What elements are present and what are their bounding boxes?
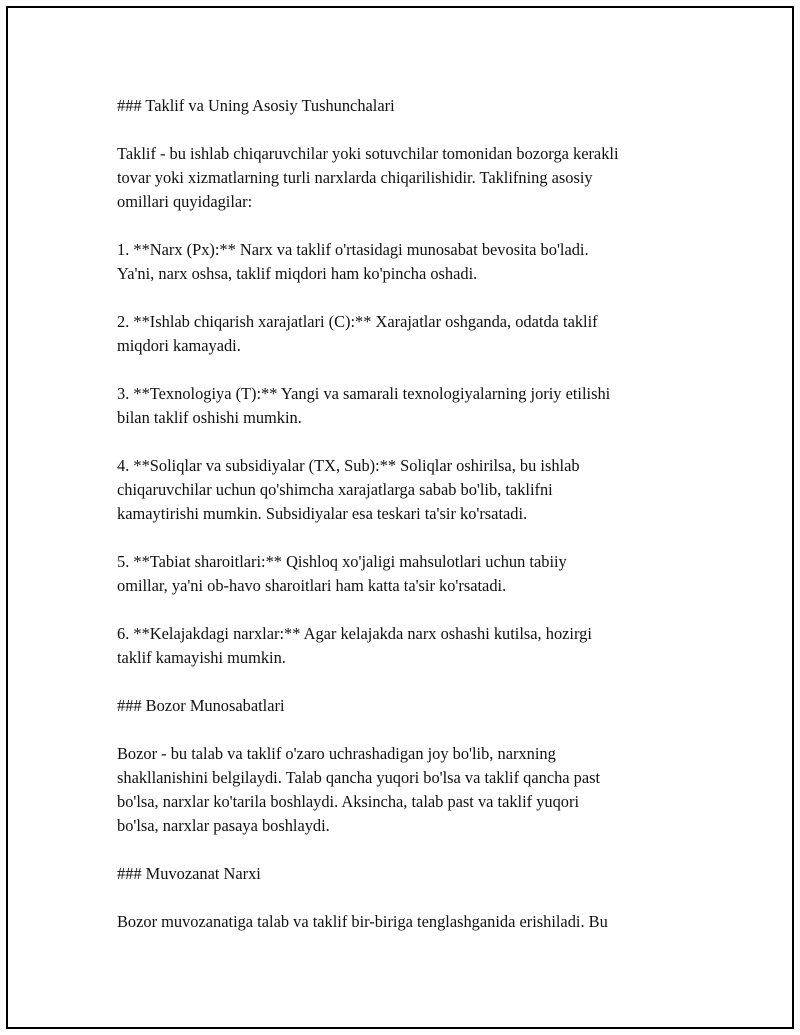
list-item-xarajatlar: 2. **Ishlab chiqarish xarajatlari (C):** Xarajatlar oshganda, odatda taklif miqdori kamayadi. <box>117 312 598 355</box>
section-heading-taklif: ### Taklif va Uning Asosiy Tushunchalari <box>117 96 395 115</box>
section-heading-bozor: ### Bozor Munosabatlari <box>117 696 285 715</box>
list-item-kelajak: 6. **Kelajakdagi narxlar:** Agar kelajakda narx oshashi kutilsa, hozirgi taklif kamayishi mumkin. <box>117 624 592 667</box>
intro-paragraph: Taklif - bu ishlab chiqaruvchilar yoki sotuvchilar tomonidan bozorga kerakli tovar yoki xizmatlarning turli narxlarda chiqarilishidir. Taklifning asosiy omillari quyidagilar: <box>117 144 619 211</box>
list-item-texnologiya: 3. **Texnologiya (T):** Yangi va samarali texnologiyalarning joriy etilishi bilan taklif oshishi mumkin. <box>117 384 611 427</box>
list-item-soliqlar: 4. **Soliqlar va subsidiyalar (TX, Sub):** Soliqlar oshirilsa, bu ishlab chiqaruvchilar uchun qo'shimcha xarajatlarga sabab bo'lib, taklifni kamaytirishi mumkin. Subsidiyalar esa teskari ta'sir ko'rsatadi. <box>117 456 580 523</box>
muvozanat-paragraph: Bozor muvozanatiga talab va taklif bir-biriga tenglashganida erishiladi. Bu <box>117 912 608 931</box>
list-item-narx: 1. **Narx (Px):** Narx va taklif o'rtasidagi munosabat bevosita bo'ladi. Ya'ni, narx oshsa, taklif miqdori ham ko'pincha oshadi. <box>117 240 589 283</box>
list-item-tabiat: 5. **Tabiat sharoitlari:** Qishloq xo'jaligi mahsulotlari uchun tabiiy omillar, ya'ni ob-havo sharoitlari ham katta ta'sir ko'rsatadi. <box>117 552 567 595</box>
section-heading-muvozanat: ### Muvozanat Narxi <box>117 864 261 883</box>
document-body <box>117 94 707 958</box>
bozor-paragraph: Bozor - bu talab va taklif o'zaro uchrashadigan joy bo'lib, narxning shakllanishini belgilaydi. Talab qancha yuqori bo'lsa va taklif qancha past bo'lsa, narxlar ko'tarila boshlaydi. Aksincha, talab past va taklif yuqori bo'lsa, narxlar pasaya boshlaydi. <box>117 744 601 835</box>
